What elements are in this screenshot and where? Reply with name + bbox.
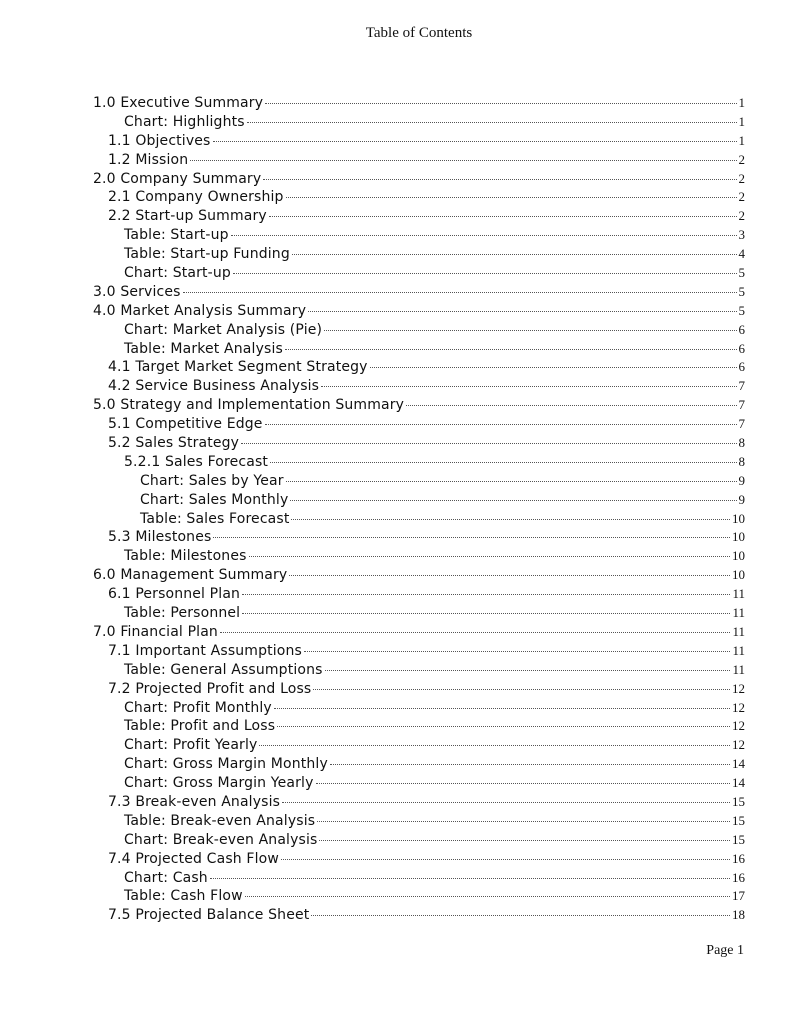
toc-dot-leader	[286, 481, 737, 482]
toc-entry[interactable]	[93, 396, 745, 415]
toc-entry-label: Chart: Sales Monthly	[140, 491, 289, 508]
toc-entry-page: 9	[738, 472, 745, 488]
toc-dot-leader	[321, 386, 736, 387]
toc-entry-page: 2	[738, 189, 745, 205]
toc-entry-label: 2.1 Company Ownership	[108, 189, 284, 206]
toc-entry-label: 7.0 Financial Plan	[93, 623, 218, 640]
toc-dot-leader	[311, 915, 730, 916]
toc-entry-page: 10	[732, 510, 745, 526]
toc-dot-leader	[325, 670, 731, 671]
toc-entry[interactable]	[93, 906, 745, 925]
toc-entry-label: Table: Start-up	[124, 227, 229, 244]
toc-dot-leader	[265, 424, 737, 425]
toc-entry-page: 7	[738, 397, 745, 413]
toc-dot-leader	[242, 613, 730, 614]
toc-entry-label: Chart: Sales by Year	[140, 472, 284, 489]
toc-dot-leader	[316, 783, 730, 784]
toc-entry-page: 7	[738, 378, 745, 394]
toc-entry-page: 11	[732, 661, 745, 677]
toc-entry[interactable]	[93, 491, 745, 510]
toc-dot-leader	[210, 878, 730, 879]
toc-entry-label: 6.1 Personnel Plan	[108, 586, 241, 603]
toc-entry[interactable]	[93, 453, 745, 472]
toc-entry-label: 1.2 Mission	[108, 151, 189, 168]
toc-entry-page: 7	[738, 416, 745, 432]
toc-dot-leader	[286, 197, 737, 198]
toc-entry[interactable]	[93, 869, 745, 888]
toc-entry-page: 16	[732, 869, 745, 885]
toc-entry[interactable]	[93, 585, 745, 604]
toc-entry-page: 3	[738, 227, 745, 243]
toc-entry-page: 5	[738, 283, 745, 299]
toc-dot-leader	[274, 708, 730, 709]
toc-entry[interactable]	[93, 717, 745, 736]
toc-entry-label: 4.2 Service Business Analysis	[108, 378, 320, 395]
toc-entry-page: 11	[732, 605, 745, 621]
toc-entry-page: 12	[732, 699, 745, 715]
toc-entry-page: 11	[732, 586, 745, 602]
toc-entry-label: 7.3 Break-even Analysis	[108, 793, 281, 810]
toc-dot-leader	[269, 216, 737, 217]
toc-entry-label: Chart: Market Analysis (Pie)	[124, 321, 323, 338]
toc-entry[interactable]	[93, 831, 745, 850]
toc-entry-page: 6	[738, 359, 745, 375]
toc-entry-page: 10	[732, 548, 745, 564]
page-title: Table of Contents	[365, 25, 473, 41]
toc-entry[interactable]	[93, 132, 745, 151]
toc-dot-leader	[282, 802, 730, 803]
toc-entry-page: 12	[732, 737, 745, 753]
toc-entry-label: Table: Cash Flow	[124, 888, 243, 905]
toc-entry-page: 2	[738, 151, 745, 167]
toc-entry[interactable]	[93, 528, 745, 547]
toc-entry[interactable]	[93, 510, 745, 529]
toc-entry[interactable]	[93, 774, 745, 793]
toc-entry[interactable]	[93, 358, 745, 377]
toc-entry[interactable]	[93, 566, 745, 585]
table-of-contents	[93, 94, 745, 925]
toc-dot-leader	[213, 537, 730, 538]
toc-entry[interactable]	[93, 642, 745, 661]
toc-entry-label: 1.0 Executive Summary	[93, 95, 264, 111]
toc-entry-page: 17	[732, 888, 745, 904]
toc-dot-leader	[277, 726, 730, 727]
toc-dot-leader	[304, 651, 730, 652]
toc-dot-leader	[259, 745, 730, 746]
toc-entry-label: 1.1 Objectives	[108, 132, 211, 149]
toc-dot-leader	[220, 632, 731, 633]
toc-entry[interactable]	[93, 604, 745, 623]
toc-entry-label: 3.0 Services	[93, 283, 181, 300]
toc-entry-page: 11	[732, 642, 745, 658]
toc-entry-page: 5	[738, 302, 745, 318]
toc-dot-leader	[245, 896, 730, 897]
toc-dot-leader	[263, 179, 736, 180]
toc-dot-leader	[213, 141, 737, 142]
toc-dot-leader	[241, 443, 736, 444]
toc-entry-label: Chart: Highlights	[124, 113, 245, 130]
toc-entry-label: 2.0 Company Summary	[93, 170, 262, 187]
toc-dot-leader	[183, 292, 737, 293]
toc-entry-label: Table: Start-up Funding	[124, 246, 290, 263]
toc-entry-label: Chart: Profit Yearly	[124, 737, 258, 754]
toc-entry-page: 1	[738, 95, 745, 110]
toc-entry[interactable]	[93, 377, 745, 396]
toc-entry-label: 2.2 Start-up Summary	[108, 208, 267, 225]
toc-entry-label: 7.2 Projected Profit and Loss	[108, 680, 312, 697]
toc-entry-label: Table: Market Analysis	[124, 340, 283, 357]
toc-entry-label: 7.5 Projected Balance Sheet	[108, 907, 310, 924]
toc-entry-page: 15	[732, 812, 745, 828]
toc-entry-label: 5.2.1 Sales Forecast	[124, 453, 269, 470]
toc-entry-label: Table: Sales Forecast	[140, 510, 290, 527]
toc-entry-page: 16	[732, 850, 745, 866]
toc-entry[interactable]	[93, 151, 745, 170]
toc-entry[interactable]	[93, 340, 745, 359]
toc-entry[interactable]	[93, 170, 745, 189]
toc-entry-label: 5.0 Strategy and Implementation Summary	[93, 397, 405, 414]
toc-dot-leader	[406, 405, 736, 406]
toc-entry[interactable]	[93, 699, 745, 718]
toc-entry-label: Table: General Assumptions	[124, 661, 323, 678]
toc-entry[interactable]	[93, 321, 745, 340]
toc-dot-leader	[285, 349, 737, 350]
toc-dot-leader	[242, 594, 730, 595]
toc-dot-leader	[292, 254, 737, 255]
toc-entry[interactable]	[93, 472, 745, 491]
toc-entry-label: 4.1 Target Market Segment Strategy	[108, 359, 368, 376]
toc-entry-page: 12	[732, 718, 745, 734]
toc-entry-label: 7.4 Projected Cash Flow	[108, 850, 279, 867]
toc-entry[interactable]	[93, 661, 745, 680]
toc-entry-page: 14	[732, 756, 745, 772]
toc-entry[interactable]	[93, 812, 745, 831]
toc-dot-leader	[231, 235, 737, 236]
toc-entry-page: 2	[738, 170, 745, 186]
toc-entry-page: 18	[732, 907, 745, 923]
page-number: Page 1	[706, 943, 744, 958]
toc-dot-leader	[265, 103, 736, 104]
toc-dot-leader	[308, 311, 736, 312]
toc-entry-page: 8	[738, 435, 745, 451]
toc-entry[interactable]	[93, 264, 745, 283]
toc-dot-leader	[270, 462, 736, 463]
toc-entry-label: 6.0 Management Summary	[93, 567, 288, 584]
toc-entry-label: Table: Break-even Analysis	[124, 812, 316, 829]
toc-entry-label: 4.0 Market Analysis Summary	[93, 302, 307, 319]
toc-entry-page: 15	[732, 831, 745, 847]
toc-entry-page: 14	[732, 775, 745, 791]
toc-entry-label: 5.2 Sales Strategy	[108, 435, 240, 452]
toc-dot-leader	[330, 764, 730, 765]
toc-entry[interactable]	[93, 434, 745, 453]
toc-entry[interactable]	[93, 113, 745, 132]
toc-dot-leader	[249, 556, 730, 557]
toc-entry-label: 5.3 Milestones	[108, 529, 212, 546]
toc-dot-leader	[281, 859, 730, 860]
toc-entry[interactable]	[93, 755, 745, 774]
toc-dot-leader	[247, 122, 737, 123]
toc-entry-label: Chart: Profit Monthly	[124, 699, 272, 716]
toc-entry-page: 8	[738, 453, 745, 469]
toc-entry[interactable]	[93, 850, 745, 869]
toc-dot-leader	[317, 821, 730, 822]
toc-dot-leader	[190, 160, 736, 161]
toc-dot-leader	[289, 575, 730, 576]
toc-entry-page: 5	[738, 265, 745, 281]
toc-entry[interactable]	[93, 736, 745, 755]
toc-entry-label: Table: Profit and Loss	[124, 718, 276, 735]
toc-entry-page: 1	[738, 132, 745, 148]
toc-entry-page: 1	[738, 113, 745, 129]
toc-entry[interactable]	[93, 226, 745, 245]
toc-entry-page: 2	[738, 208, 745, 224]
toc-entry[interactable]	[93, 245, 745, 264]
toc-entry[interactable]	[93, 207, 745, 226]
toc-entry[interactable]	[93, 547, 745, 566]
toc-entry[interactable]	[93, 302, 745, 321]
toc-entry-page: 10	[732, 567, 745, 583]
toc-dot-leader	[291, 519, 730, 520]
toc-entry-page: 10	[732, 529, 745, 545]
toc-entry-label: Chart: Cash	[124, 869, 208, 886]
toc-entry-label: Chart: Break-even Analysis	[124, 831, 318, 848]
toc-dot-leader	[313, 689, 730, 690]
toc-entry-page: 12	[732, 680, 745, 696]
toc-entry-page: 15	[732, 793, 745, 809]
toc-entry[interactable]	[93, 283, 745, 302]
toc-entry-page: 4	[738, 246, 745, 262]
toc-entry-page: 6	[738, 340, 745, 356]
toc-entry[interactable]	[93, 188, 745, 207]
toc-dot-leader	[324, 330, 736, 331]
toc-entry-label: Chart: Start-up	[124, 265, 231, 282]
toc-entry[interactable]	[93, 887, 745, 906]
toc-dot-leader	[370, 367, 737, 368]
toc-entry-page: 11	[732, 623, 745, 639]
toc-dot-leader	[233, 273, 737, 274]
toc-dot-leader	[290, 500, 736, 501]
toc-entry-label: Table: Milestones	[124, 548, 247, 565]
toc-entry[interactable]	[93, 94, 745, 113]
toc-entry-label: Chart: Gross Margin Yearly	[124, 775, 314, 792]
toc-dot-leader	[319, 840, 730, 841]
toc-entry-label: Table: Personnel	[124, 605, 241, 622]
toc-entry-page: 9	[738, 491, 745, 507]
toc-entry-page: 6	[738, 321, 745, 337]
toc-entry-label: 7.1 Important Assumptions	[108, 642, 302, 659]
toc-entry[interactable]	[93, 415, 745, 434]
toc-entry[interactable]	[93, 623, 745, 642]
toc-entry[interactable]	[93, 793, 745, 812]
toc-entry-label: 5.1 Competitive Edge	[108, 416, 263, 433]
toc-entry[interactable]	[93, 680, 745, 699]
toc-entry-label: Chart: Gross Margin Monthly	[124, 756, 328, 773]
